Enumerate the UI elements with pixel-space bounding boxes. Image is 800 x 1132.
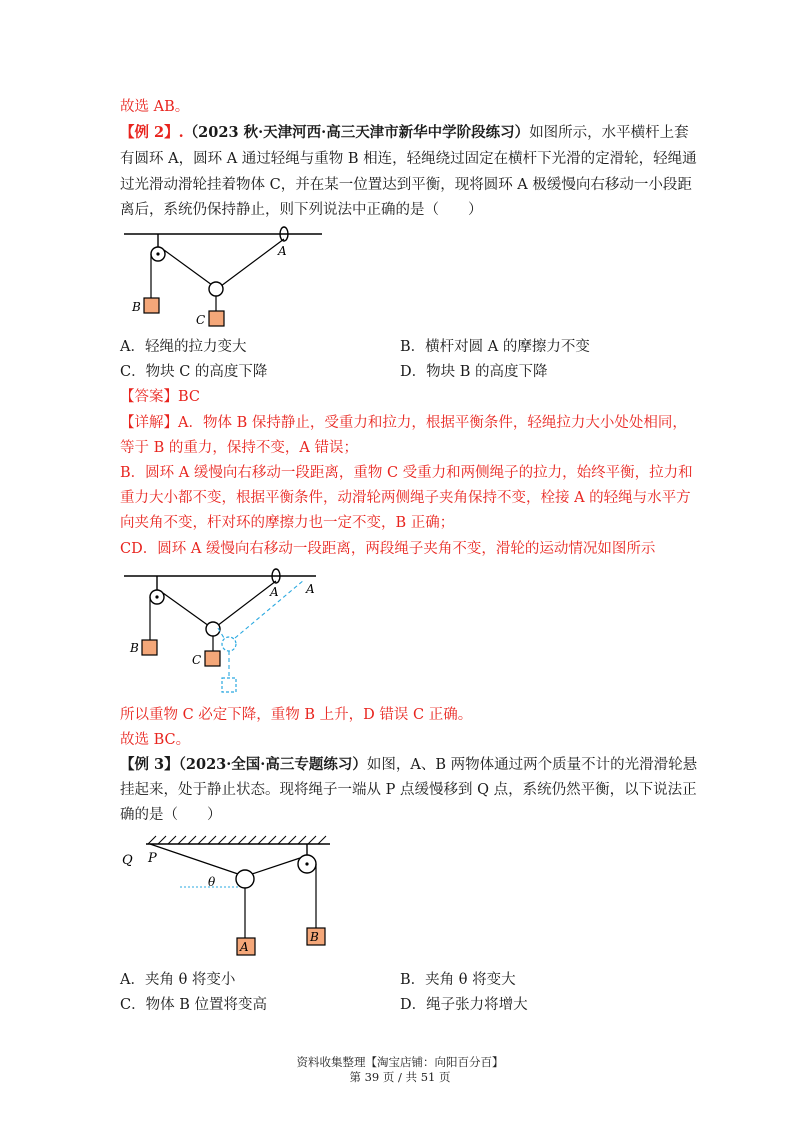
example2-conclusion: 故选 BC。 (120, 732, 191, 748)
movable-pulley-icon (206, 622, 220, 636)
example3-tag: 【例 3】 (120, 756, 179, 773)
previous-conclusion: 故选 AB。 (120, 99, 190, 115)
example3-stem-line2: 挂起来，处于静止状态。现将绳子一端从 P 点缓慢移到 Q 点，系统仍然平衡，以下说法正 (120, 782, 697, 798)
block-c-icon (205, 651, 220, 666)
figure-label-c: C (196, 313, 206, 327)
example2-stem-line3: 过光滑动滑轮挂着物体 C，并在某一位置达到平衡，现将圆环 A 极缓慢向右移动一小段距 (120, 177, 692, 193)
example2-source: （2023 秋·天津河西·高三天津市新华中学阶段练习） (183, 124, 530, 141)
example3-source: （2023·全国·高三专题练习） (178, 756, 367, 773)
example2-stem-line2: 有圆环 A，圆环 A 通过轻绳与重物 B 相连，轻绳绕过固定在横杆下光滑的定滑轮，轻绳通 (120, 151, 697, 167)
example2-detail-line1: 【详解】A．物体 B 保持静止，受重力和拉力，根据平衡条件，轻绳拉力大小处处相同， (120, 415, 687, 431)
example2-detail-line6: CD．圆环 A 缓慢向右移动一段距离，两段绳子夹角不变，滑轮的运动情况如图所示 (120, 541, 656, 557)
figure-label-a: A (278, 244, 287, 258)
moved-pulley-icon (222, 637, 236, 651)
movable-pulley-icon (236, 870, 254, 888)
example2-option-a: A．轻绳的拉力变大 (120, 339, 247, 355)
figure-label-a-new: A (306, 582, 315, 596)
figure-label-b: B (130, 641, 139, 655)
example3-stem-line3: 确的是（ ） (120, 807, 222, 823)
block-b-label: B (310, 930, 319, 944)
block-a-label: A (240, 940, 249, 954)
example2-after-figure: 所以重物 C 必定下降，重物 B 上升，D 错误 C 正确。 (120, 707, 473, 723)
example3-stem-line1: 【例 3】（2023·全国·高三专题练习）如图，A、B 两物体通过两个质量不计的光滑滑轮悬 (120, 756, 698, 773)
example2-stem-line4: 离后，系统仍保持静止，则下列说法中正确的是（ ） (120, 202, 483, 218)
example3-option-d: D．绳子张力将增大 (400, 997, 528, 1013)
example2-figure (120, 222, 330, 332)
example2-detail-line3: B．圆环 A 缓慢向右移动一段距离，重物 C 受重力和两侧绳子的拉力，始终平衡，拉力和 (120, 465, 693, 481)
example2-motion-figure (120, 566, 330, 698)
footer-page-number: 第 39 页 / 共 51 页 (349, 1070, 451, 1084)
block-b-icon (142, 640, 157, 655)
figure-label-a-old: A (270, 585, 279, 599)
figure-label-q: Q (122, 853, 133, 868)
example3-figure (120, 834, 340, 964)
example2-option-c: C．物块 C 的高度下降 (120, 364, 268, 380)
example2-option-b: B．横杆对圆 A 的摩擦力不变 (400, 339, 590, 355)
figure-label-c: C (192, 653, 202, 667)
movable-pulley-icon (209, 282, 223, 296)
example2-stem-line1: 【例 2】.（2023 秋·天津河西·高三天津市新华中学阶段练习）如图所示，水平横杆上套 (120, 124, 689, 141)
example2-detail-line2: 等于 B 的重力，保持不变，A 错误； (120, 440, 358, 456)
example2-tag: 【例 2】. (120, 124, 184, 141)
figure-label-theta: θ (208, 875, 216, 889)
example2-detail-line4: 重力大小都不变，根据平衡条件，动滑轮两侧绳子夹角保持不变，栓接 A 的轻绳与水平方 (120, 490, 691, 506)
block-b-icon (144, 298, 159, 313)
block-c-icon (209, 311, 224, 326)
example3-option-c: C．物体 B 位置将变高 (120, 997, 267, 1013)
example2-answer: 【答案】BC (120, 389, 201, 405)
example3-option-b: B．夹角 θ 将变大 (400, 972, 516, 988)
figure-label-p: P (148, 851, 157, 866)
example2-option-d: D．物块 B 的高度下降 (400, 364, 548, 380)
figure-label-b: B (132, 300, 141, 314)
footer-source: 资料收集整理【淘宝店铺：向阳百分百】 (296, 1055, 504, 1069)
moved-block-c-icon (222, 678, 236, 692)
example2-detail-line5: 向夹角不变，杆对环的摩擦力也一定不变，B 正确； (120, 515, 455, 531)
example3-option-a: A．夹角 θ 将变小 (120, 972, 236, 988)
